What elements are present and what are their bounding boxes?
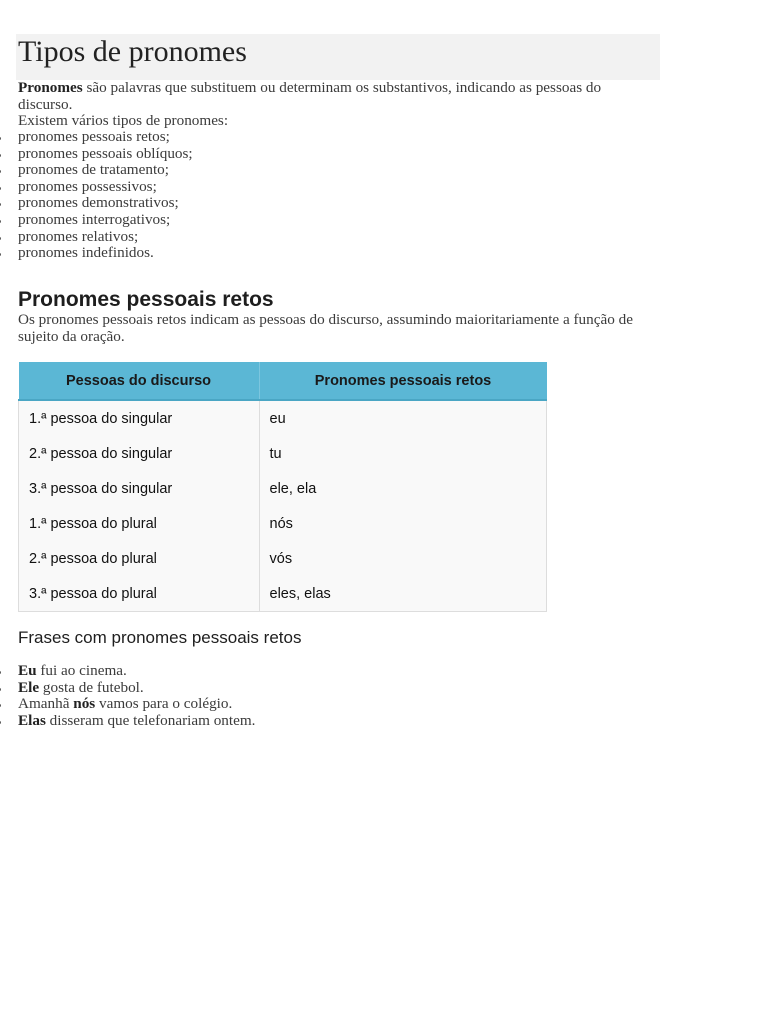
list-item: pronomes demonstrativos; bbox=[0, 195, 193, 212]
example-after: vamos para o colégio. bbox=[95, 695, 233, 713]
intro-paragraph bbox=[18, 80, 648, 113]
table-header-row bbox=[19, 362, 547, 400]
pronoun-types-list bbox=[0, 129, 193, 262]
section-heading: Pronomes pessoais retos bbox=[18, 288, 274, 311]
list-item: pronomes de tratamento; bbox=[0, 162, 193, 179]
table-cell-person: 3.ª pessoa do plural bbox=[19, 576, 260, 612]
table-cell-pronoun: eles, elas bbox=[259, 576, 547, 612]
table-header-pronouns: Pronomes pessoais retos bbox=[259, 362, 547, 400]
list-item bbox=[0, 680, 255, 697]
table-cell-pronoun: ele, ela bbox=[259, 471, 547, 506]
table-cell-pronoun: nós bbox=[259, 506, 547, 541]
example-pronoun: Ele bbox=[18, 678, 40, 696]
list-item: pronomes possessivos; bbox=[0, 179, 193, 196]
section-description: Os pronomes pessoais retos indicam as pessoas do discurso, assumindo maioritariamente a função de sujeito da oração. bbox=[18, 311, 633, 345]
list-item bbox=[0, 696, 255, 713]
examples-list bbox=[0, 663, 255, 729]
page-title: Tipos de pronomes bbox=[18, 35, 247, 68]
example-pronoun: Elas bbox=[18, 711, 46, 729]
table-row bbox=[19, 506, 547, 541]
table-cell-pronoun: tu bbox=[259, 436, 547, 471]
table-row bbox=[19, 471, 547, 506]
table-cell-pronoun: vós bbox=[259, 541, 547, 576]
table-cell-pronoun: eu bbox=[259, 400, 547, 436]
list-item bbox=[0, 663, 255, 680]
table-row bbox=[19, 400, 547, 436]
intro-bold-term: Pronomes bbox=[18, 79, 83, 96]
table-row bbox=[19, 576, 547, 612]
example-after: gosta de futebol. bbox=[39, 678, 144, 696]
example-before: Amanhã bbox=[18, 695, 74, 713]
list-intro: Existem vários tipos de pronomes: bbox=[18, 112, 229, 129]
list-item bbox=[0, 713, 255, 730]
intro-text: são palavras que substituem ou determinam os substantivos, indicando as pessoas do discurso. bbox=[18, 79, 602, 113]
table-cell-person: 2.ª pessoa do singular bbox=[19, 436, 260, 471]
pronouns-table bbox=[18, 362, 547, 612]
list-item: pronomes interrogativos; bbox=[0, 212, 193, 229]
table-cell-person: 1.ª pessoa do plural bbox=[19, 506, 260, 541]
table-row bbox=[19, 541, 547, 576]
list-item: pronomes pessoais oblíquos; bbox=[0, 146, 193, 163]
table-cell-person: 2.ª pessoa do plural bbox=[19, 541, 260, 576]
example-pronoun: Eu bbox=[18, 662, 37, 679]
example-after: fui ao cinema. bbox=[36, 662, 127, 679]
table-row bbox=[19, 436, 547, 471]
list-item: pronomes pessoais retos; bbox=[0, 129, 193, 146]
list-item: pronomes indefinidos. bbox=[0, 245, 193, 262]
example-after: disseram que telefonariam ontem. bbox=[45, 711, 256, 729]
table-cell-person: 3.ª pessoa do singular bbox=[19, 471, 260, 506]
example-pronoun: nós bbox=[73, 695, 96, 713]
examples-heading: Frases com pronomes pessoais retos bbox=[18, 628, 302, 647]
table-header-persons: Pessoas do discurso bbox=[19, 362, 260, 400]
table-cell-person: 1.ª pessoa do singular bbox=[19, 400, 260, 436]
list-item: pronomes relativos; bbox=[0, 229, 193, 246]
